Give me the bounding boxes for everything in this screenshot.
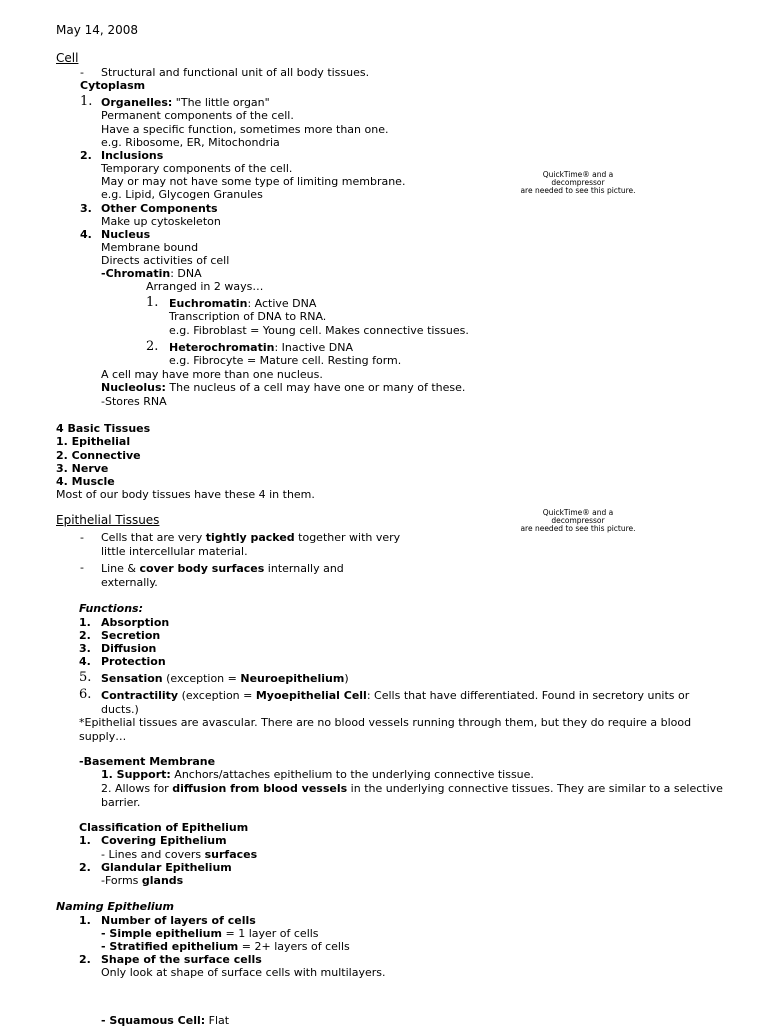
classification-item: 1. Covering Epithelium — [79, 834, 227, 847]
list-number: 2. — [146, 339, 159, 354]
other-components-line: Make up cytoskeleton — [101, 215, 221, 228]
avascular-note: *Epithelial tissues are avascular. There are no blood vessels running through them, but they do require a blood — [79, 716, 692, 729]
list-item: - — [80, 66, 84, 79]
epithelial-bullet: Line & cover body surfaces internally and — [101, 562, 344, 575]
list-number: 2. — [80, 149, 92, 162]
function-item: 3. Diffusion — [79, 642, 157, 655]
organelles-heading: Organelles: "The little organ" — [101, 96, 270, 109]
tissue-item: 4. Muscle — [56, 475, 115, 488]
heterochromatin-heading: Heterochromatin: Inactive DNA — [169, 341, 354, 354]
function-item-cont: ducts.) — [101, 703, 139, 716]
quicktime-placeholder: QuickTime® and a decompressor are needed to see this picture. — [520, 170, 636, 195]
inclusions-line: e.g. Lipid, Glycogen Granules — [101, 188, 263, 201]
basic-tissues-heading: 4 Basic Tissues — [56, 422, 151, 435]
stores-rna-line: -Stores RNA — [101, 395, 167, 408]
organelles-line: Have a specific function, sometimes more than one. — [101, 123, 389, 136]
function-item: Sensation (exception = Neuroepithelium) — [101, 672, 349, 685]
naming-detail: - Squamous Cell: Flat — [101, 1014, 230, 1027]
classification-detail: - Lines and covers surfaces — [101, 848, 258, 861]
function-item: 2. Secretion — [79, 629, 161, 642]
nucleus-line: Membrane bound — [101, 241, 199, 254]
organelles-line: e.g. Ribosome, ER, Mitochondria — [101, 136, 280, 149]
tissue-item: 1. Epithelial — [56, 435, 131, 448]
classification-heading: Classification of Epithelium — [79, 821, 249, 834]
nucleus-heading: Nucleus — [101, 228, 151, 241]
avascular-note-cont: supply… — [79, 730, 127, 743]
inclusions-line: Temporary components of the cell. — [101, 162, 293, 175]
euchromatin-line: Transcription of DNA to RNA. — [169, 310, 327, 323]
list-number: 6. — [79, 687, 92, 702]
list-number: 5. — [79, 670, 92, 685]
list-number: 3. — [80, 202, 92, 215]
naming-heading: Naming Epithelium — [56, 900, 174, 913]
naming-item: 1. Number of layers of cells — [79, 914, 256, 927]
heterochromatin-line: e.g. Fibrocyte = Mature cell. Resting form. — [169, 354, 402, 367]
classification-detail: -Forms glands — [101, 874, 184, 887]
basement-item-cont: barrier. — [101, 796, 141, 809]
inclusions-line: May or may not have some type of limiting membrane. — [101, 175, 406, 188]
epithelial-bullet-cont: externally. — [101, 576, 158, 589]
tissues-note: Most of our body tissues have these 4 in them. — [56, 488, 315, 501]
euchromatin-line: e.g. Fibroblast = Young cell. Makes connective tissues. — [169, 324, 469, 337]
tissue-item: 2. Connective — [56, 449, 141, 462]
function-item: 4. Protection — [79, 655, 166, 668]
document-date: May 14, 2008 — [56, 23, 139, 37]
epithelial-heading: Epithelial Tissues — [56, 513, 160, 527]
list-number: 1. — [146, 295, 159, 310]
basement-item: 2. Allows for diffusion from blood vessels in the underlying connective tissues. They are similar to a selective — [101, 782, 723, 795]
euchromatin-heading: Euchromatin: Active DNA — [169, 297, 317, 310]
naming-detail: - Simple epithelium = 1 layer of cells — [101, 927, 319, 940]
chromatin-line: -Chromatin: DNA — [101, 267, 202, 280]
classification-item: 2. Glandular Epithelium — [79, 861, 232, 874]
basement-membrane-heading: -Basement Membrane — [79, 755, 216, 768]
epithelial-bullet: Cells that are very tightly packed together with very — [101, 531, 401, 544]
functions-heading: Functions: — [79, 602, 144, 615]
naming-item: 2. Shape of the surface cells — [79, 953, 262, 966]
organelles-line: Permanent components of the cell. — [101, 109, 294, 122]
function-item: Contractility (exception = Myoepithelial Cell: Cells that have differentiated. Found in secretory units or — [101, 689, 690, 702]
naming-detail: - Stratified epithelium = 2+ layers of cells — [101, 940, 350, 953]
naming-detail: Only look at shape of surface cells with multilayers. — [101, 966, 386, 979]
list-item: - — [80, 561, 84, 574]
epithelial-bullet-cont: little intercellular material. — [101, 545, 248, 558]
cytoplasm-heading: Cytoplasm — [80, 79, 146, 92]
function-item: 1. Absorption — [79, 616, 170, 629]
other-components-heading: Other Components — [101, 202, 218, 215]
arranged-line: Arranged in 2 ways… — [146, 280, 264, 293]
basement-item: 1. Support: Anchors/attaches epithelium to the underlying connective tissue. — [101, 768, 534, 781]
quicktime-placeholder: QuickTime® and a decompressor are needed to see this picture. — [520, 508, 636, 533]
nucleolus-line: Nucleolus: The nucleus of a cell may have one or many of these. — [101, 381, 466, 394]
tissue-item: 3. Nerve — [56, 462, 109, 475]
list-number: 1. — [80, 94, 93, 109]
list-item: - — [80, 531, 84, 544]
nucleus-line: Directs activities of cell — [101, 254, 230, 267]
cell-heading: Cell — [56, 51, 79, 65]
multi-nucleus-line: A cell may have more than one nucleus. — [101, 368, 323, 381]
inclusions-heading: Inclusions — [101, 149, 164, 162]
list-number: 4. — [80, 228, 92, 241]
cell-definition: Structural and functional unit of all body tissues. — [101, 66, 370, 79]
